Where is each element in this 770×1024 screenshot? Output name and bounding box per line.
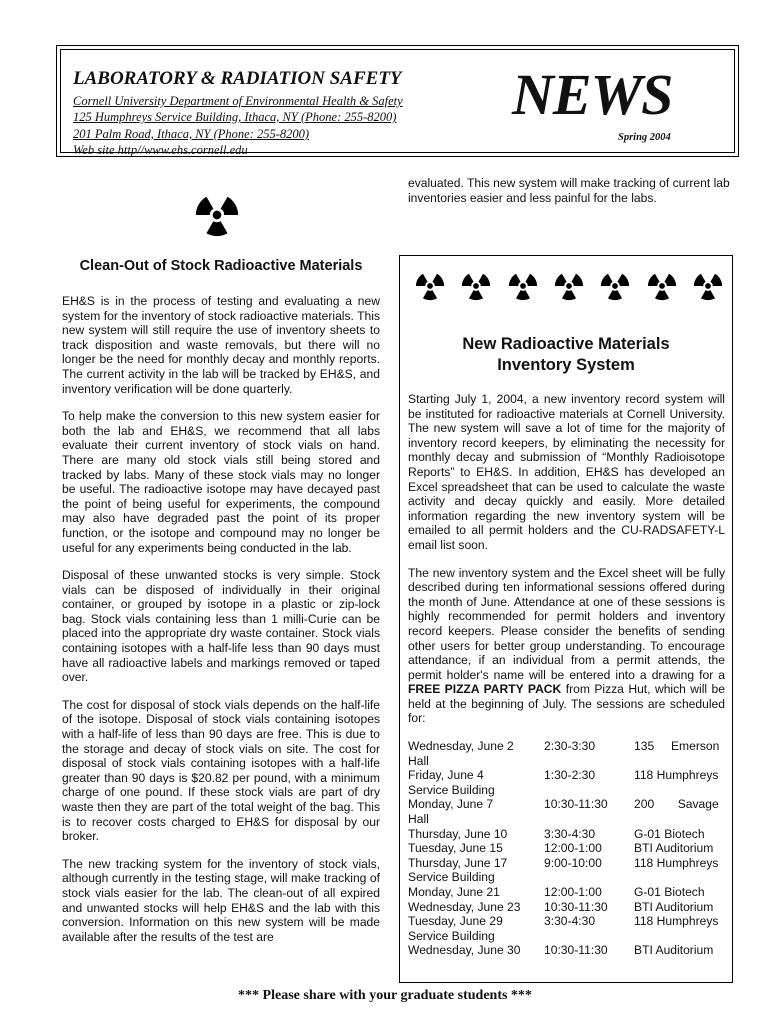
radiation-trefoil-icon <box>414 270 446 302</box>
schedule-row <box>408 885 725 900</box>
session-location-cont: Hall <box>408 812 429 827</box>
article-clean-out <box>62 258 380 957</box>
session-location: 135 Emerson <box>634 739 720 754</box>
session-location: 200 Savage <box>634 797 719 812</box>
schedule-row <box>408 797 725 812</box>
box-paragraph <box>408 566 725 727</box>
radiation-trefoil-icon <box>553 270 585 302</box>
session-time: 2:30-3:30 <box>544 739 596 754</box>
session-date: Tuesday, June 15 <box>408 841 503 856</box>
radiation-trefoil-icon <box>193 186 241 244</box>
newsletter-title: LABORATORY & RADIATION SAFETY <box>73 68 402 89</box>
session-time: 3:30-4:30 <box>544 914 596 929</box>
schedule-row <box>408 768 725 783</box>
radiation-symbol-row <box>414 270 724 302</box>
article-heading: Clean-Out of Stock Radioactive Materials <box>79 258 363 274</box>
news-heading: NEWS <box>512 62 673 127</box>
schedule-row <box>408 900 725 915</box>
issue-season: Spring 2004 <box>618 132 671 143</box>
website-line: Web site http//www.ehs.cornell.edu <box>73 143 248 157</box>
radiation-trefoil-icon <box>460 270 492 302</box>
schedule-row <box>408 841 725 856</box>
session-date: Monday, June 21 <box>408 885 500 899</box>
article-paragraph: EH&S is in the process of testing and evaluating a new system for the inventory of stock radioactive materials. This new system will still require the use of inventory sheets to track disposition and waste removals, but there will no longer be the need for monthly decay and monthly reports. The current activity in the lab will be tracked by EH&S, and inventory verification will be done quarterly. <box>62 294 380 396</box>
article-inventory-system-box <box>399 255 733 983</box>
article-paragraph: The new tracking system for the inventory of stock vials, although currently in the testing stage, will make tracking of stock vials easier for the lab. The clean-out of all expired and unwanted stocks will help EH&S and the lab with this conversion. Information on this new system will be made available after the results of the test are <box>62 856 380 944</box>
box-paragraph-text: The new inventory system and the Excel sheet will be fully described during ten informational sessions offered during the month of June. Attendance at one of these sessions is highly recommended for permit holders and inventory record keepers. Please consider the benefits of sending other users for better group understanding. To encourage attendance, if an individual from a permit attends, the permit holder's name will be entered into a drawing for a <box>408 565 725 682</box>
session-time: 10:30-11:30 <box>544 797 608 812</box>
session-date: Friday, June 4 <box>408 768 484 783</box>
session-time: 12:00-1:00 <box>544 885 602 899</box>
schedule-row <box>408 856 725 871</box>
session-date: Wednesday, June 2 <box>408 739 514 754</box>
masthead <box>56 45 739 157</box>
box-heading-line-2: Inventory System <box>497 356 635 374</box>
session-location: G-01 Biotech <box>634 826 705 841</box>
pizza-highlight: FREE PIZZA PARTY PACK <box>408 682 562 697</box>
session-location-cont: Service Building <box>408 870 495 885</box>
session-location: BTI Auditorium <box>634 841 714 856</box>
session-date: Monday, June 7 <box>408 797 494 812</box>
radiation-trefoil-icon <box>692 270 724 302</box>
box-heading-line-1: New Radioactive Materials <box>462 335 670 353</box>
session-location-cont: Service Building <box>408 928 495 943</box>
session-location: BTI Auditorium <box>634 943 714 958</box>
session-time: 3:30-4:30 <box>544 826 596 841</box>
address-line-1: 125 Humphreys Service Building, Ithaca, NY (Phone: 255-8200) <box>73 110 397 124</box>
session-location: G-01 Biotech <box>634 885 705 899</box>
session-time: 12:00-1:00 <box>544 841 602 856</box>
schedule-row <box>408 943 725 958</box>
department-line: Cornell University Department of Environmental Health & Safety <box>73 94 403 108</box>
address-line-2: 201 Palm Road, Ithaca, NY (Phone: 255-8200) <box>73 127 310 141</box>
box-paragraph: Starting July 1, 2004, a new inventory record system will be instituted for radioactive materials at Cornell University. The new system will save a lot of time for the majority of inventory record keepers, by eliminating the necessity for monthly decay and submission of “Monthly Radioisotope Reports” to EH&S. In addition, EH&S has developed an Excel spreadsheet that can be used to calculate the waste activity and decay quickly and easily. More detailed information regarding the new inventory system will be emailed to all permit holders and the CU-RADSAFETY-L email list soon. <box>408 392 725 552</box>
session-location-cont: Hall <box>408 753 429 768</box>
session-date: Wednesday, June 30 <box>408 943 521 958</box>
session-schedule <box>408 739 725 958</box>
article-paragraph: The cost for disposal of stock vials depends on the half-life of the isotope. Disposal of stock vials containing isotopes with a half-life of less than 90 days are free. This is due to the storage and decay of stock vials on site. The cost for disposal of stock vials containing isotopes with a half-life greater than 90 days is $20.82 per pound, with a minimum charge of one pound. If these stock vials are part of dry waste then they are part of the total weight of the bag. This is to recover costs charged to EH&S for disposal by our broker. <box>62 697 380 844</box>
session-date: Tuesday, June 29 <box>408 914 503 929</box>
radiation-trefoil-icon <box>599 270 631 302</box>
session-date: Wednesday, June 23 <box>408 899 521 914</box>
radiation-trefoil-icon <box>646 270 678 302</box>
box-heading <box>400 334 732 376</box>
box-body <box>408 392 725 958</box>
session-time: 10:30-11:30 <box>544 899 608 914</box>
article-paragraph: To help make the conversion to this new system easier for both the lab and EH&S, we recommend that all labs evaluate their current inventory of stock vials on hand. There are many old stock vials still being stored and tracked by labs. Many of these stock vials may no longer be useful. The radioactive isotope may have decayed past the point of being useful for experiments, the compound may also have degraded past the point of its proper function, or the isotope and compound may no longer be useful for any experiments being conducted in the lab. <box>62 409 380 555</box>
session-date: Thursday, June 17 <box>408 855 508 870</box>
session-location: 118 Humphreys <box>634 855 719 870</box>
schedule-row <box>408 827 725 842</box>
session-date: Thursday, June 10 <box>408 826 508 841</box>
session-location-cont: Service Building <box>408 782 495 797</box>
footer-note: *** Please share with your graduate students *** <box>238 988 532 1003</box>
continued-text: evaluated. This new system will make tracking of current lab inventories easier and less painful for the labs. <box>408 176 730 205</box>
session-location: 118 Humphreys <box>634 914 719 929</box>
session-location: 118 Humphreys <box>634 768 719 783</box>
box-paragraph-text: from Pizza Hut, which will be held at the beginning of July. The sessions are scheduled for: <box>408 682 725 726</box>
session-time: 1:30-2:30 <box>544 768 596 783</box>
schedule-row <box>408 739 725 754</box>
radiation-trefoil-icon <box>507 270 539 302</box>
schedule-row <box>408 914 725 929</box>
session-time: 10:30-11:30 <box>544 943 608 958</box>
article-paragraph: Disposal of these unwanted stocks is very simple. Stock vials can be disposed of individually in their original container, or grouped by isotope in a plastic or zip-lock bag. Stock vials containing less than 1 milli-Curie can be placed into the appropriate dry waste container. Stock vials containing isotopes with a half-life less than 90 days must have all radioactive labels and markings removed or taped over. <box>62 568 380 685</box>
session-location: BTI Auditorium <box>634 899 714 914</box>
session-time: 9:00-10:00 <box>544 855 602 870</box>
masthead-inner-border <box>60 49 735 157</box>
